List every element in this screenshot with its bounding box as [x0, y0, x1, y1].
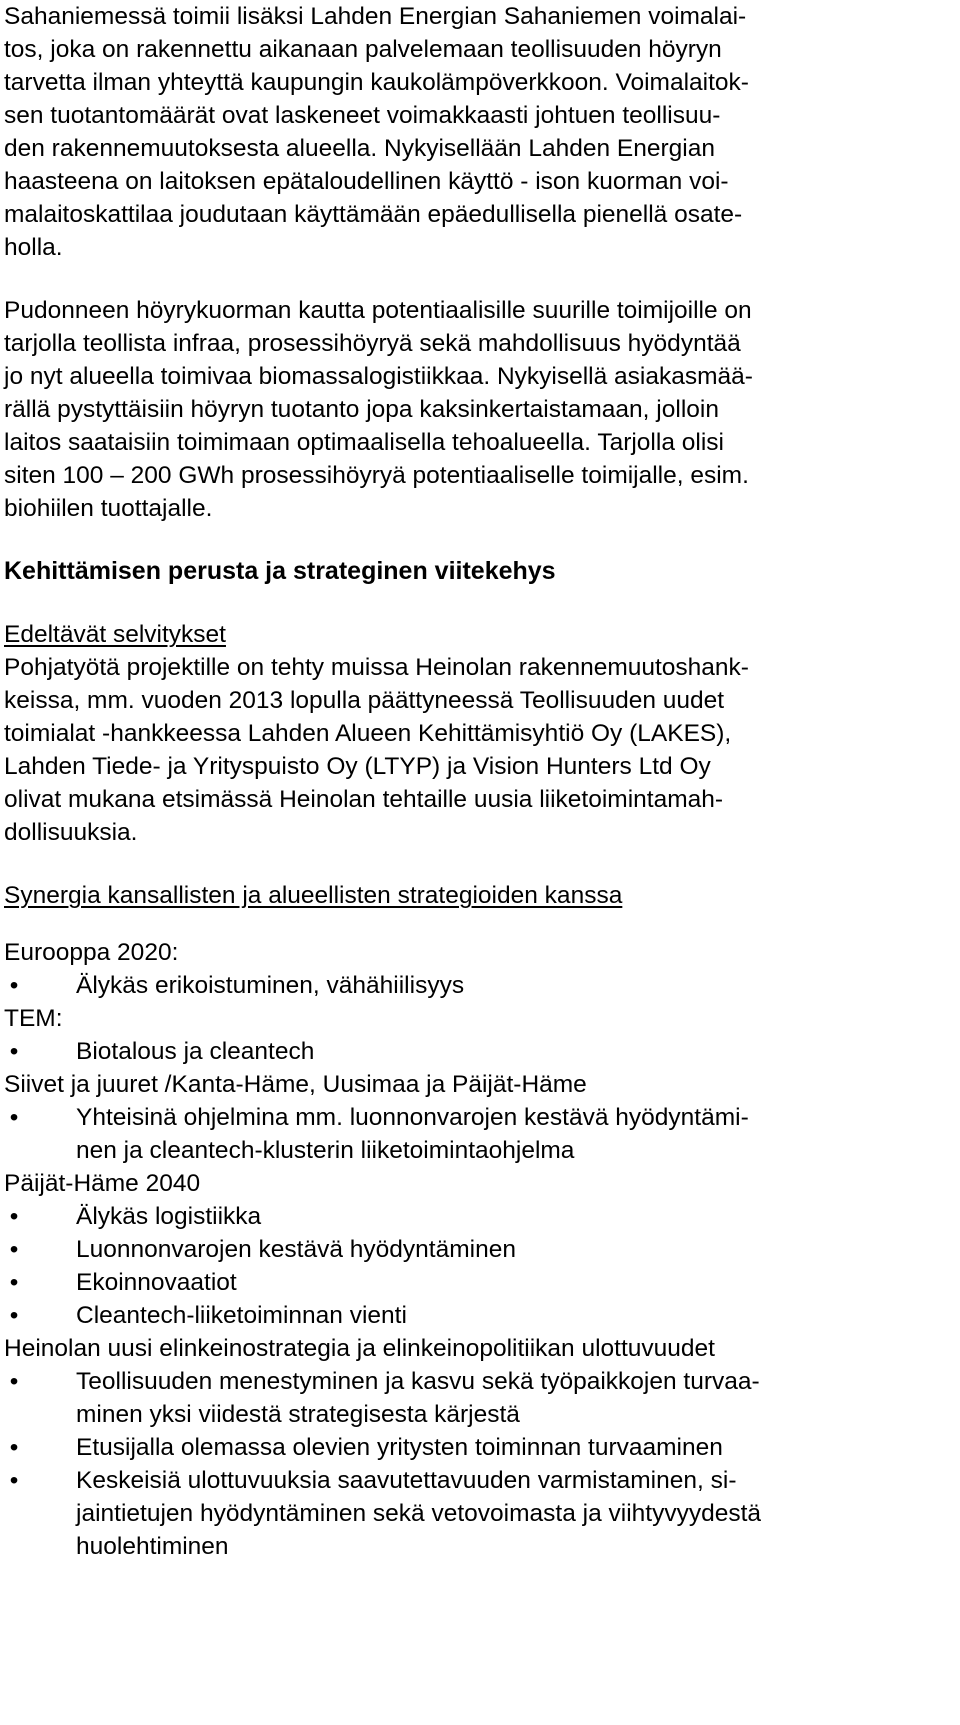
text-line: rällä pystyttäisiin höyryn tuotanto jopa kaksinkertaistamaan, jolloin [4, 396, 719, 423]
bullet-item [4, 1035, 956, 1068]
paragraph-pohjatyo [4, 651, 956, 849]
text-line: tarjolla teollista infraa, prosessihöyryä sekä mahdollisuus hyödyntää [4, 330, 741, 357]
bullet-icon: • [9, 1368, 19, 1395]
subheading-edeltavat-selvitykset: Edeltävät selvitykset [4, 621, 226, 648]
text-line: Lahden Tiede- ja Yrityspuisto Oy (LTYP) ja Vision Hunters Ltd Oy [4, 753, 711, 780]
text-line: Sahaniemessä toimii lisäksi Lahden Energian Sahaniemen voimalai- [4, 3, 747, 30]
spacer [4, 264, 956, 294]
spacer [4, 525, 956, 555]
bullet-text: Älykäs logistiikka [76, 1203, 262, 1230]
bullet-icon: • [9, 1236, 19, 1263]
bullet-text: Cleantech-liiketoiminnan vienti [76, 1302, 407, 1329]
bullet-icon: • [9, 1269, 19, 1296]
text-line: laitos saataisiin toimimaan optimaalisella tehoalueella. Tarjolla olisi [4, 429, 724, 456]
strategy-label-tem: TEM: [4, 1005, 63, 1032]
text-line: malaitoskattilaa joudutaan käyttämään epäedullisella pienellä osate- [4, 201, 743, 228]
bullet-item [4, 1266, 956, 1299]
bullet-item [4, 1365, 956, 1398]
bullet-text: Älykäs erikoistuminen, vähähiilisyys [76, 972, 465, 999]
text-line: Pudonneen höyrykuorman kautta potentiaalisille suurille toimijoille on [4, 297, 752, 324]
document-page [4, 0, 956, 1563]
bullet-text: Teollisuuden menestyminen ja kasvu sekä työpaikkojen turvaa- [76, 1368, 760, 1395]
paragraph-sahaniemi [4, 0, 956, 264]
text-line: biohiilen tuottajalle. [4, 495, 213, 522]
strategy-label-eurooppa: Eurooppa 2020: [4, 939, 179, 966]
bullet-icon: • [9, 972, 19, 999]
bullet-text: Biotalous ja cleantech [76, 1038, 315, 1065]
subheading-synergia: Synergia kansallisten ja alueellisten strategioiden kanssa [4, 882, 623, 909]
strategy-label-heinola: Heinolan uusi elinkeinostrategia ja elinkeinopolitiikan ulottuvuudet [4, 1335, 715, 1362]
text-line: olivat mukana etsimässä Heinolan tehtaille uusia liiketoimintamah- [4, 786, 724, 813]
bullet-item [4, 1101, 956, 1134]
bullet-icon: • [9, 1203, 19, 1230]
text-line: haasteena on laitoksen epätaloudellinen käyttö - ison kuorman voi- [4, 168, 729, 195]
bullet-text: Ekoinnovaatiot [76, 1269, 237, 1296]
bullet-text: Yhteisinä ohjelmina mm. luonnonvarojen kestävä hyödyntämi- [76, 1104, 749, 1131]
bullet-item [4, 1200, 956, 1233]
spacer [4, 849, 956, 879]
text-line: Pohjatyötä projektille on tehty muissa Heinolan rakennemuutoshank- [4, 654, 749, 681]
text-line: holla. [4, 234, 63, 261]
bullet-item [4, 969, 956, 1002]
paragraph-hoyrykuorma [4, 294, 956, 525]
bullet-text: Luonnonvarojen kestävä hyödyntäminen [76, 1236, 516, 1263]
text-line: den rakennemuutoksesta alueella. Nykyisellään Lahden Energian [4, 135, 715, 162]
bullet-icon: • [9, 1104, 19, 1131]
bullet-text-continuation: minen yksi viidestä strategisesta kärjestä [76, 1401, 520, 1428]
bullet-icon: • [9, 1038, 19, 1065]
bullet-item [4, 1431, 956, 1464]
text-line: tos, joka on rakennettu aikanaan palvelemaan teollisuuden höyryn [4, 36, 722, 63]
bullet-text: Etusijalla olemassa olevien yritysten toiminnan turvaaminen [76, 1434, 723, 1461]
spacer [4, 912, 956, 936]
bullet-item [4, 1299, 956, 1332]
section-heading: Kehittämisen perusta ja strateginen viitekehys [4, 557, 556, 585]
bullet-text: Keskeisiä ulottuvuuksia saavutettavuuden varmistaminen, si- [76, 1467, 737, 1494]
bullet-item [4, 1233, 956, 1266]
text-line: jo nyt alueella toimivaa biomassalogistiikkaa. Nykyisellä asiakasmää- [4, 363, 753, 390]
text-line: tarvetta ilman yhteyttä kaupungin kaukolämpöverkkoon. Voimalaitok- [4, 69, 749, 96]
text-line: siten 100 – 200 GWh prosessihöyryä potentiaaliselle toimijalle, esim. [4, 462, 749, 489]
strategy-list [4, 936, 956, 1563]
text-line: sen tuotantomäärät ovat laskeneet voimakkaasti johtuen teollisuu- [4, 102, 721, 129]
spacer [4, 588, 956, 618]
strategy-label-siivet-ja-juuret: Siivet ja juuret /Kanta-Häme, Uusimaa ja Päijät-Häme [4, 1071, 587, 1098]
text-line: dollisuuksia. [4, 819, 138, 846]
bullet-text-continuation: jaintietujen hyödyntäminen sekä vetovoimasta ja viihtyvyydestä [76, 1500, 762, 1527]
text-line: toimialat -hankkeessa Lahden Alueen Kehittämisyhtiö Oy (LAKES), [4, 720, 732, 747]
bullet-icon: • [9, 1434, 19, 1461]
bullet-icon: • [9, 1467, 19, 1494]
strategy-label-paijat-hame-2040: Päijät-Häme 2040 [4, 1170, 201, 1197]
bullet-text-continuation: huolehtiminen [76, 1533, 229, 1560]
bullet-item [4, 1464, 956, 1497]
bullet-icon: • [9, 1302, 19, 1329]
text-line: keissa, mm. vuoden 2013 lopulla päättyneessä Teollisuuden uudet [4, 687, 725, 714]
bullet-text-continuation: nen ja cleantech-klusterin liiketoimintaohjelma [76, 1137, 575, 1164]
